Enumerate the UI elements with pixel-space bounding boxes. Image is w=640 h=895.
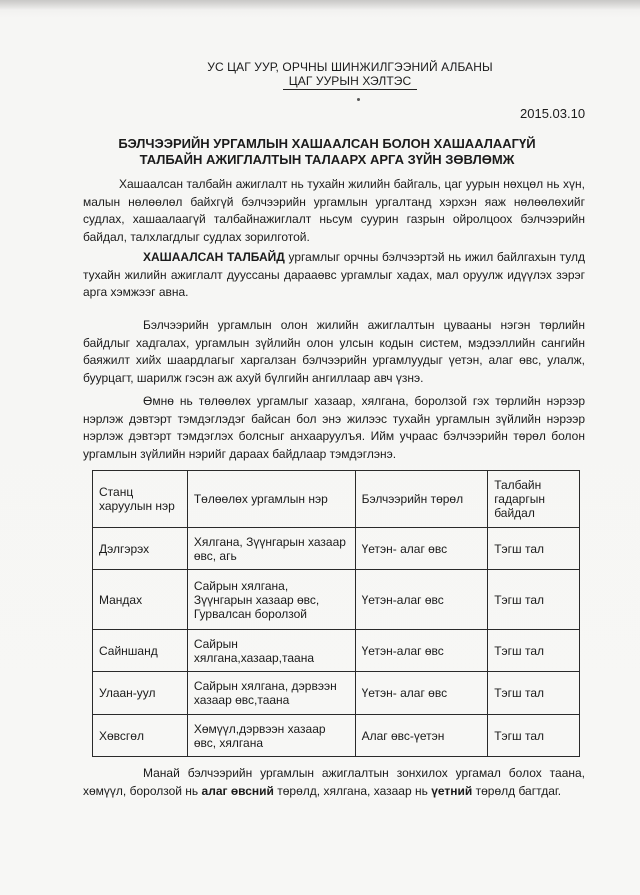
paragraph-4-text: Өмнө нь төлөөлөх ургамлыг хазаар, хялгана, боролзой гэх төрлийн нэрээр нэрлэж дэвтэрт тэмдэглэдэг байсан бол энэ жилээс тухайн ургамлын зүйлийн нэрээр нэрлэж дэвтэрт тэмдэглэх болсныг анхааруулъя. Ийм учраас бэлчээрийн төрөл болон ургамлын зүйлийн нэрийг дараах байдлаар тэмдэглэнэ. (83, 394, 585, 461)
pasture-type-cell: Үетэн- алаг өвс (355, 528, 488, 570)
paragraph-3-text: Бэлчээрийн ургамлын олон жилийн ажиглалтын цувааны нэгэн төрлийн байдлыг хадгалах, ургамлын зүйлийн олон улсын кодын систем, мэдээллийн сангийн баяжилт хийх шаардлагыг харгалзан бэлчээрийн ургамлуудыг үетэн, алаг өвс, улалж, буурцагт, шарилж гэсэн аж ахуй бүлгийн ангиллаар авч үзнэ. (83, 318, 585, 385)
pasture-type-cell: Үетэн-алаг өвс (355, 630, 488, 672)
scan-dot (357, 98, 360, 101)
station-cell: Сайншанд (93, 630, 188, 672)
pasture-type-cell: Үетэн- алаг өвс (355, 672, 488, 715)
paragraph-4 (83, 393, 585, 463)
table-row (93, 528, 580, 570)
table-header-cell: Төлөөлөх ургамлын нэр (187, 471, 355, 528)
station-cell: Дэлгэрэх (93, 528, 188, 570)
table-row (93, 672, 580, 715)
title-line-2: ТАЛБАЙН АЖИГЛАЛТЫН ТАЛААРХ АРГА ЗҮЙН ЗӨВЛӨМЖ (139, 152, 515, 167)
plant-cell: Хялгана, Зүүнгарын хазаар өвс, агь (187, 528, 355, 570)
stations-table (92, 470, 580, 757)
plant-cell: Сайрын хялгана,хазаар,таана (187, 630, 355, 672)
header-department: ЦАГ УУРЫН ХЭЛТЭС (283, 74, 418, 90)
paragraph-5-bold-1: алаг өвсний (201, 783, 274, 798)
paragraph-5-text-b: төрөлд, хялгана, хазаар нь (273, 783, 432, 798)
plant-cell: Хөмүүл,дэрвээн хазаар өвс, хялгана (187, 715, 355, 757)
paragraph-2 (83, 249, 585, 302)
document-title (92, 136, 562, 168)
plant-cell: Сайрын хялгана, дэрвээн хазаар өвс,таана (187, 672, 355, 715)
paragraph-3 (83, 317, 585, 387)
surface-cell: Тэгш тал (488, 630, 580, 672)
pasture-type-cell: Алаг өвс-үетэн (355, 715, 488, 757)
surface-cell: Тэгш тал (488, 715, 580, 757)
table-header-cell: Талбайн гадаргын байдал (488, 471, 580, 528)
paragraph-1-text: Хашаалсан талбайн ажиглалт нь тухайн жилийн байгаль, цаг уурын нөхцөл нь хүн, малын нөлөөлөл байхгүй бэлчээрийн ургамлын ургалтанд хэрхэн яаж нөлөөлөхийг судлах, хашаалаагүй талбайнажиглалт ньсум суурин газрын ойролцоох бэлчээрийн байдал, талхлагдлыг судлах зорилготой. (83, 177, 585, 244)
paragraph-5 (83, 765, 585, 800)
table-row (93, 570, 580, 630)
paragraph-5-text-c: төрөлд багтдаг. (472, 783, 562, 798)
table-row (93, 715, 580, 757)
table-header-cell: Бэлчээрийн төрөл (355, 471, 488, 528)
table-row (93, 630, 580, 672)
header-organization: УС ЦАГ УУР, ОРЧНЫ ШИНЖИЛГЭЭНИЙ АЛБАНЫ (207, 60, 493, 74)
surface-cell: Тэгш тал (488, 672, 580, 715)
title-line-1: БЭЛЧЭЭРИЙН УРГАМЛЫН ХАШААЛСАН БОЛОН ХАШААЛААГҮЙ (118, 136, 536, 151)
plant-cell: Сайрын хялгана, Зүүнгарын хазаар өвс, Гурвалсан боролзой (187, 570, 355, 630)
paragraph-2-text: ургамлыг орчны бэлчээртэй нь ижил байлгахын тулд тухайн жилийн ажиглалт дууссаны дарааөвс ургамлыг хадах, мал оруулж идүүлэх зэрэг арга хэмжээг авна. (83, 250, 585, 299)
paragraph-2-bold: ХАШААЛСАН ТАЛБАЙД (143, 250, 285, 264)
table-header-row (93, 471, 580, 528)
paragraph-1 (83, 176, 585, 246)
document-header (150, 60, 550, 90)
surface-cell: Тэгш тал (488, 570, 580, 630)
station-cell: Мандах (93, 570, 188, 630)
paragraph-5-bold-2: үетний (431, 783, 473, 798)
station-cell: Хөвсгөл (93, 715, 188, 757)
scan-edge-shadow (0, 0, 640, 10)
station-cell: Улаан-уул (93, 672, 188, 715)
pasture-type-cell: Үетэн-алаг өвс (355, 570, 488, 630)
surface-cell: Тэгш тал (488, 528, 580, 570)
paragraph-5-text-a: Манай бэлчээрийн ургамлын ажиглалтын зонхилох ургамал болох таана, хөмүүл, боролзой нь (83, 766, 585, 798)
table-header-cell: Станц харуулын нэр (93, 471, 188, 528)
document-date: 2015.03.10 (520, 106, 586, 121)
